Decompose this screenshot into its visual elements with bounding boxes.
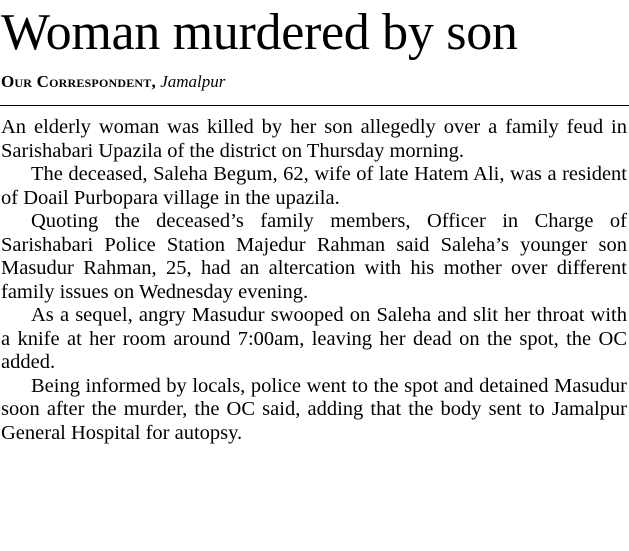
paragraph-4: As a sequel, angry Masudur swooped on Saleha and slit her throat with a knife at her room around 7:00am, leaving her dead on the spot, the OC added. [1,304,627,373]
byline [1,70,225,94]
paragraph-3: Quoting the deceased’s family members, Officer in Charge of Sarishabari Police Station Majedur Rahman said Saleha’s younger son Masudur Rahman, 25, had an altercation with his mother over different family issues on Wednesday evening. [1,210,627,303]
article-body [1,116,627,445]
byline-author: Our Correspondent, [1,72,156,91]
byline-location: Jamalpur [160,72,226,91]
headline-divider [0,105,629,106]
paragraph-2: The deceased, Saleha Begum, 62, wife of late Hatem Ali, was a resident of Doail Purbopara village in the upazila. [1,163,627,209]
paragraph-5: Being informed by locals, police went to the spot and detained Masudur soon after the murder, the OC said, adding that the body sent to Jamalpur General Hospital for autopsy. [1,374,627,444]
paragraph-1: An elderly woman was killed by her son allegedly over a family feud in Sarishabari Upazila of the district on Thursday morning. [1,116,627,162]
headline: Woman murdered by son [1,4,518,61]
